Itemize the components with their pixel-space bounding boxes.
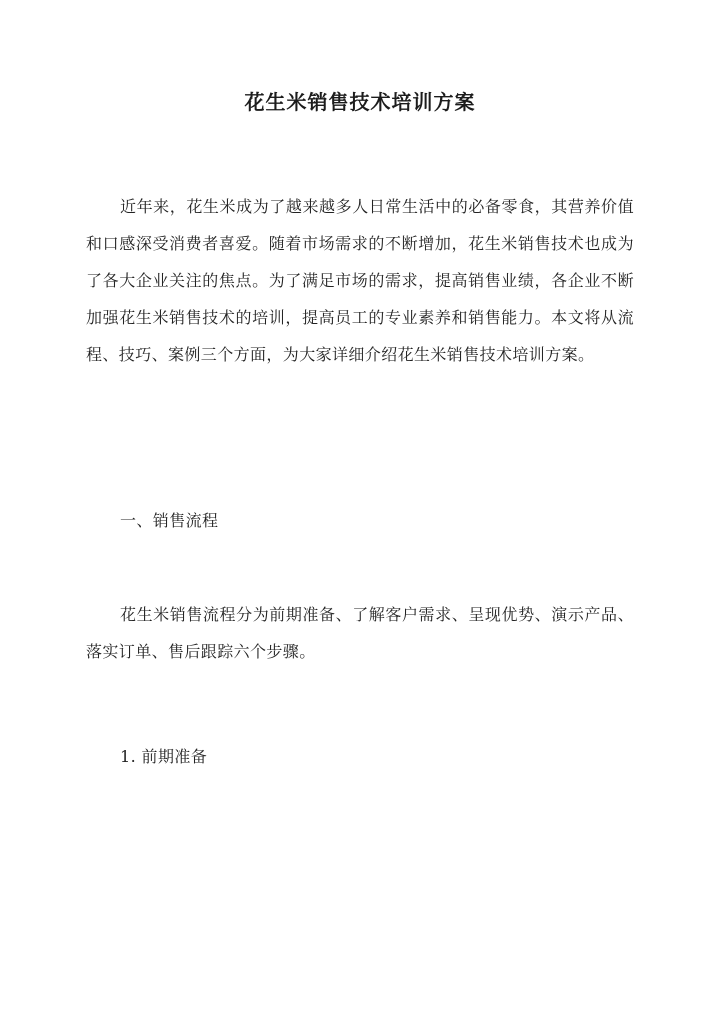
intro-paragraph: 近年来，花生米成为了越来越多人日常生活中的必备零食，其营养价值和口感深受消费者喜爱。随着市场需求的不断增加，花生米销售技术也成为了各大企业关注的焦点。为了满足市场的需求，提高销售业绩，各企业不断加强花生米销售技术的培训，提高员工的专业素养和销售能力。本文将从流程、技巧、案例三个方面，为大家详细介绍花生米销售技术培训方案。 <box>86 197 634 364</box>
section-heading-sales-process: 一、销售流程 <box>120 511 219 530</box>
sales-process-paragraph: 花生米销售流程分为前期准备、了解客户需求、呈现优势、演示产品、落实订单、售后跟踪六个步骤。 <box>86 605 634 661</box>
subsection-heading-preparation: 1. 前期准备 <box>120 747 208 766</box>
document-title: 花生米销售技术培训方案 <box>244 90 476 114</box>
